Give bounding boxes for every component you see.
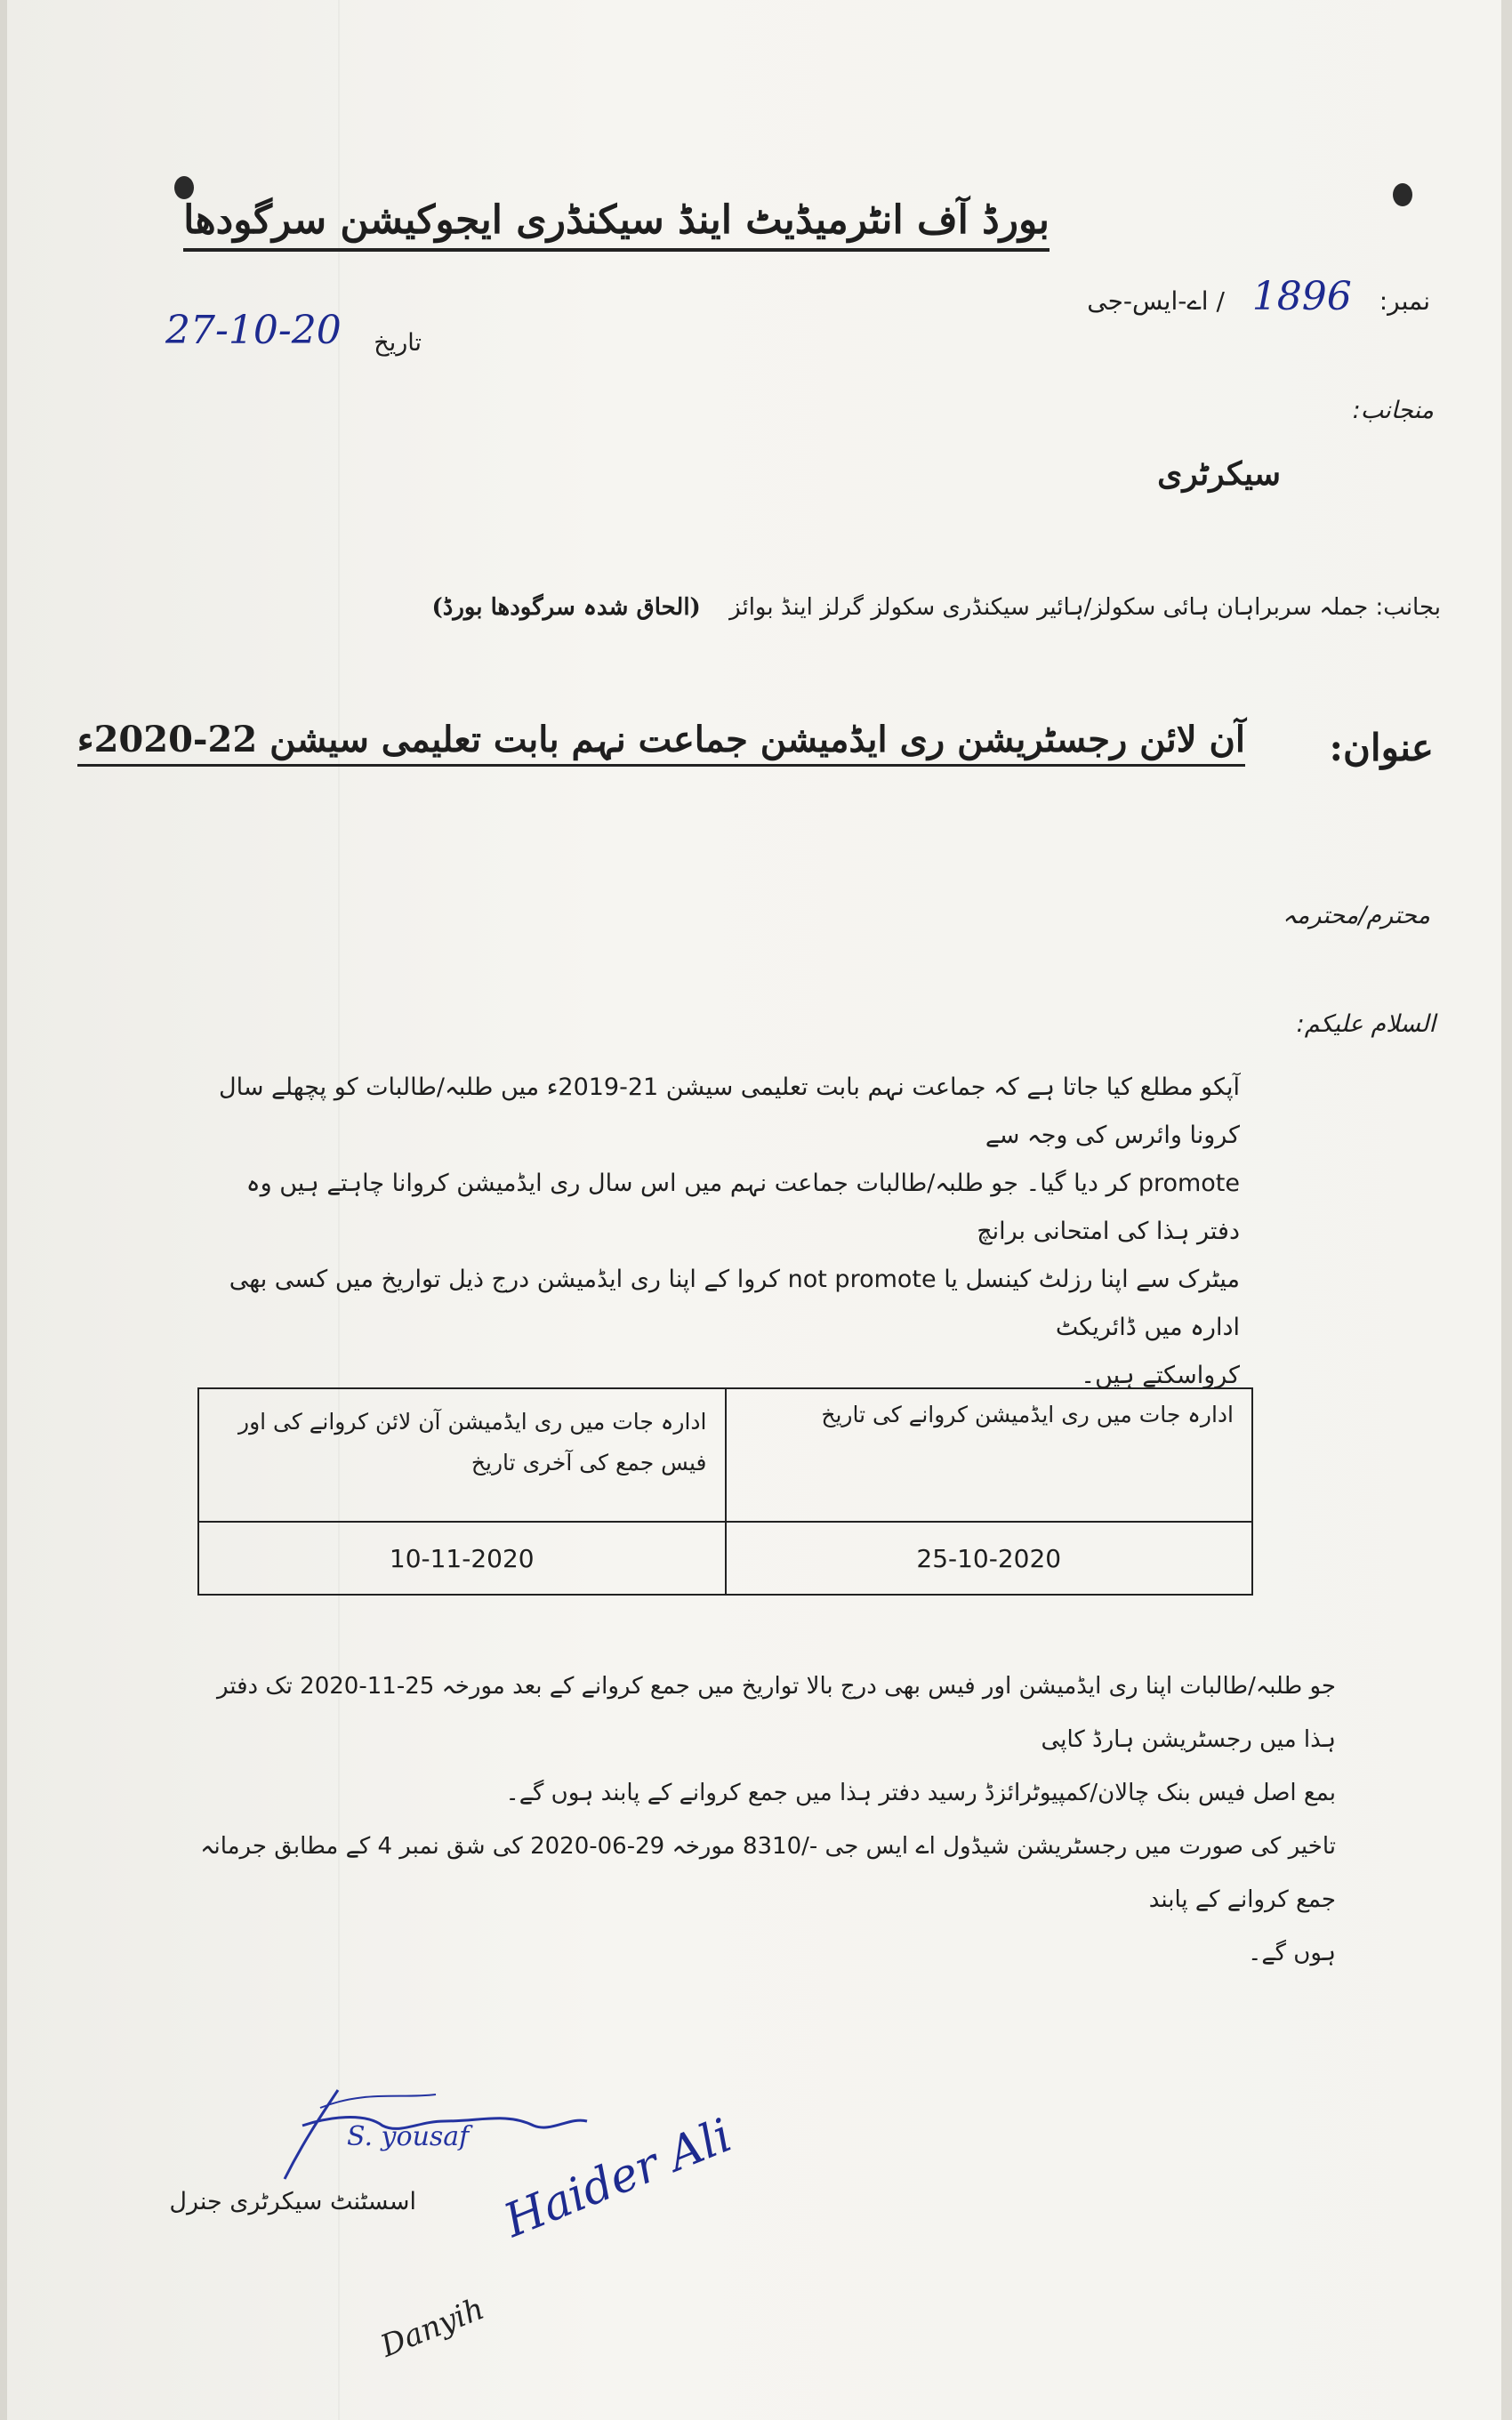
closing-line: جو طلبہ/طالبات اپنا ری ایڈمیشن اور فیس بھی درج بالا تواریخ میں جمع کروانے کے بعد مورخہ 25-11-2020 تک دفتر ہذا میں رجسٹریشن ہارڈ کاپی: [216, 1673, 1336, 1753]
signature-text: S. yousaf: [347, 2121, 470, 2152]
table-header-cell: ادارہ جات میں ری ایڈمیشن آن لائن کروانے کی اور فیس جمع کی آخری تاریخ: [198, 1388, 726, 1522]
recipient-label: بجانب:: [1375, 594, 1441, 621]
table-header-row: [198, 1388, 1252, 1522]
paper-left-edge: [0, 0, 7, 2420]
body-line: promote کر دیا گیا۔ جو طلبہ/طالبات جماعت نہم میں اس سال ری ایڈمیشن کروانا چاہتے ہیں وہ دفتر ہذا کی امتحانی برانچ: [245, 1170, 1240, 1245]
body-line: آپکو مطلع کیا جاتا ہے کہ جماعت نہم بابت تعلیمی سیشن 21-2019ء میں طلبہ/طالبات کو پچھلے سال کرونا وائرس کی وجہ سے: [218, 1073, 1240, 1149]
recipient-line: [431, 594, 1441, 621]
table-row: [198, 1522, 1252, 1595]
closing-paragraph: [180, 1660, 1336, 1980]
reference-suffix: / اے-ایس-جی: [1087, 286, 1225, 316]
table-cell: 10-11-2020: [198, 1522, 726, 1595]
table-cell: 25-10-2020: [726, 1522, 1253, 1595]
recipient-note: (الحاق شدہ سرگودھا بورڈ): [431, 594, 701, 621]
handwritten-initials: Danyih: [375, 2290, 490, 2365]
closing-line: ہوں گے۔: [1248, 1940, 1336, 1966]
table-header-cell: ادارہ جات میں ری ایڈمیشن کروانے کی تاریخ: [726, 1388, 1253, 1522]
body-paragraph: [208, 1064, 1240, 1400]
body-line: کرواسکتے ہیں۔: [1081, 1362, 1240, 1389]
handwritten-date: 27-10-20: [165, 308, 342, 353]
salutation-address: محترم/محترمہ: [1283, 902, 1430, 929]
handwritten-annotation: Haider Ali: [496, 2109, 739, 2248]
reference-number: 1896: [1251, 274, 1352, 319]
closing-line: بمع اصل فیس بنک چالان/کمپیوٹرائزڈ رسید دفتر ہذا میں جمع کروانے کے پابند ہوں گے۔: [505, 1780, 1336, 1806]
sender-name: سیکرٹری: [1157, 455, 1281, 493]
recipient-text: جملہ سربراہان ہائی سکولز/ہائیر سیکنڈری سکولز گرلز اینڈ بوائز: [729, 594, 1369, 621]
signatory-title: اسسٹنٹ سیکرٹری جنرل: [169, 2188, 416, 2215]
closing-line: تاخیر کی صورت میں رجسٹریشن شیڈول اے ایس جی -/8310 مورخہ 29-06-2020 کی شق نمبر 4 کے مطابق جرمانہ جمع کروانے کے پابند: [200, 1833, 1336, 1913]
schedule-table: [197, 1387, 1253, 1596]
body-line: میٹرک سے اپنا رزلٹ کینسل یا not promote کروا کے اپنا ری ایڈمیشن درج ذیل تواریخ میں کسی بھی ادارہ میں ڈائریکٹ: [229, 1266, 1240, 1341]
subject-text: آن لائن رجسٹریشن ری ایڈمیشن جماعت نہم بابت تعلیمی سیشن 22-2020ء: [77, 719, 1245, 767]
salutation-greeting: السلام علیکم:: [1296, 1010, 1436, 1038]
letterhead-title: بورڈ آف انٹرمیڈیٹ اینڈ سیکنڈری ایجوکیشن سرگودھا: [183, 197, 1050, 252]
reference-label: نمبر:: [1379, 286, 1430, 316]
punch-hole-icon: [1393, 183, 1412, 206]
paper-right-edge: [1501, 0, 1512, 2420]
subject-label: عنوان:: [1329, 726, 1434, 769]
sender-label: منجانب:: [1352, 397, 1434, 424]
reference-line: [1087, 274, 1430, 319]
punch-hole-icon: [174, 176, 194, 199]
date-label: تاریخ: [374, 329, 422, 357]
